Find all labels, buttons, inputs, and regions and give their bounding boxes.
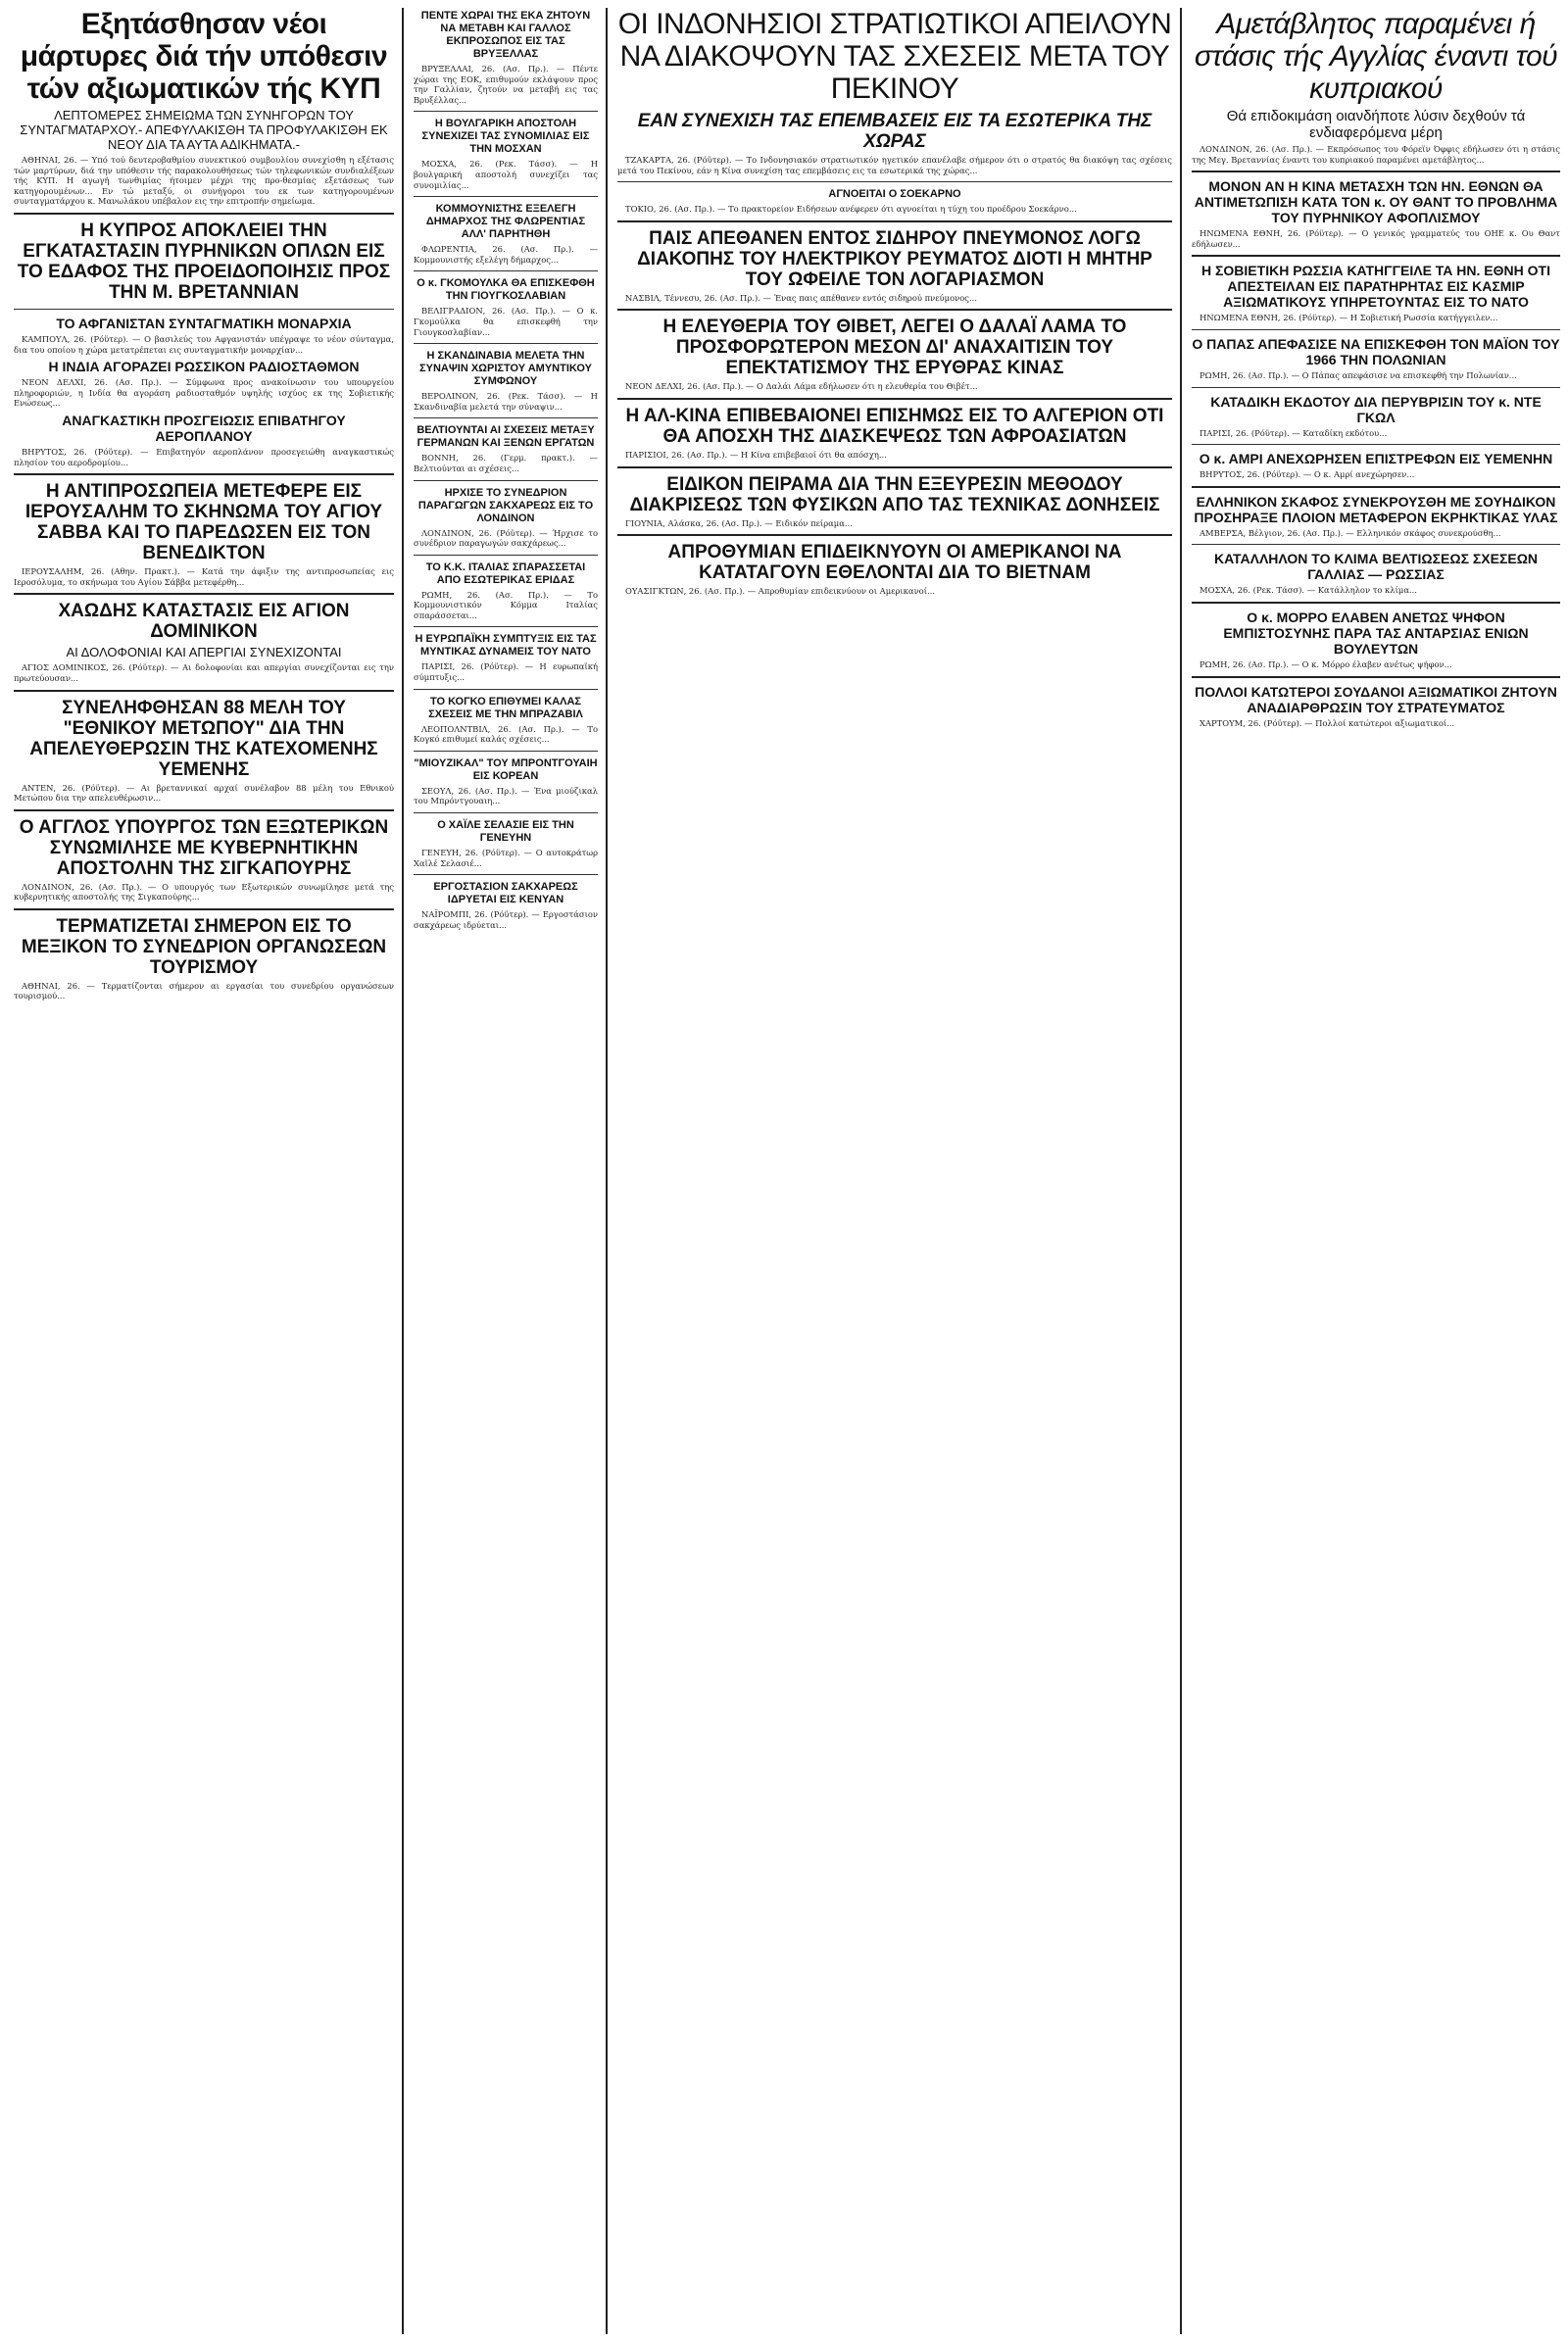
subheadline: Θά επιδοκιμάση οιανδήποτε λύσιν δεχθούν τά ενδιαφερόμενα μέρη	[1226, 108, 1526, 141]
article	[414, 424, 598, 473]
article	[1192, 610, 1560, 670]
article	[414, 350, 598, 412]
article	[1192, 336, 1560, 381]
divider	[414, 270, 598, 271]
article-body: ΑΓΙΟΣ ΔΟΜΙΝΙΚΟΣ, 26. (Ρόϋτερ). — Αι δολοφονίαι και απεργίαι συνεχίζονται εις την πρωτεύουσαν...	[14, 662, 394, 683]
article	[14, 698, 394, 804]
article-body: ΓΕΝΕΥΗ, 26. (Ρόϋτερ). — Ο αυτοκράτωρ Χαϊλέ Σελασιέ...	[414, 848, 598, 868]
article-body: ΑΝΤΕΝ, 26. (Ρόϋτερ). — Αι βρεταννικαί αρχαί συνέλαβον 88 μέλη του Εθνικού Μετώπου δια την απελευθέρωσιν...	[14, 782, 394, 804]
headline: Η ΒΟΥΛΓΑΡΙΚΗ ΑΠΟΣΤΟΛΗ ΣΥΝΕΧΙΖΕΙ ΤΑΣ ΣΥΝΟΜΙΛΙΑΣ ΕΙΣ ΤΗΝ ΜΟΣΧΑΝ	[421, 118, 590, 156]
headline: Η ΚΥΠΡΟΣ ΑΠΟΚΛΕΙΕΙ ΤΗΝ ΕΓΚΑΤΑΣΤΑΣΙΝ ΠΥΡΗΝΙΚΩΝ ΟΠΛΩΝ ΕΙΣ ΤΟ ΕΔΑΦΟΣ ΤΗΣ ΠΡΟΕΙΔΟΠΟΙΗΣΙΣ ΠΡΟΣ ΤΗΝ Μ. ΒΡΕΤΑΝΝΙΑΝ	[17, 220, 391, 303]
article-body: ΣΕΟΥΛ, 26. (Ασ. Πρ.). — Ένα μιούζικαλ του Μπρόντγουαιη...	[414, 785, 598, 806]
headline: ΧΑΩΔΗΣ ΚΑΤΑΣΤΑΣΙΣ ΕΙΣ ΑΓΙΟΝ ΔΟΜΙΝΙΚΟΝ	[58, 601, 350, 643]
article	[1192, 451, 1560, 480]
divider	[14, 908, 394, 910]
article	[414, 277, 598, 337]
subheadline: ΛΕΠΤΟΜΕΡΕΣ ΣΗΜΕΙΩΜΑ ΤΩΝ ΣΥΝΗΓΟΡΩΝ ΤΟΥ ΣΥΝΤΑΓΜΑΤΑΡΧΟΥ.- ΑΠΕΦΥΛΑΚΙΣΘΗ ΤΑ ΠΡΟΦΥΛΑΚΙΣΘΗ ΕΚ ΝΕΟΥ ΔΙΑ ΤΑ ΑΥΤΑ ΑΔΙΚΗΜΑΤΑ.-	[20, 108, 388, 152]
article-body: ΜΟΣΧΑ, 26. (Ρεκ. Τάσσ). — Κατάλληλον το κλίμα...	[1200, 585, 1417, 596]
divider	[14, 309, 394, 310]
article	[414, 757, 598, 806]
headline: Εξητάσθησαν νέοι μάρτυρες διά τήν υπόθεσιν τών αξιωματικών τής ΚΥΠ	[20, 8, 388, 105]
divider	[617, 466, 1172, 468]
headline: ΠΑΙΣ ΑΠΕΘΑΝΕΝ ΕΝΤΟΣ ΣΙΔΗΡΟΥ ΠΝΕΥΜΟΝΟΣ ΛΟΓΩ ΔΙΑΚΟΠΗΣ ΤΟΥ ΗΛΕΚΤΡΙΚΟΥ ΡΕΥΜΑΤΟΣ ΔΙΟΤΙ Η ΜΗΤΗΡ ΤΟΥ ΩΦΕΙΛΕ ΤΟΝ ΛΟΓΑΡΙΑΣΜΟΝ	[637, 227, 1152, 290]
article-body: ΠΑΡΙΣΙ, 26. (Ρόϋτερ). — Καταδίκη εκδότου...	[1200, 427, 1388, 438]
article-body: ΛΟΝΔΙΝΟΝ, 26. (Ρόϋτερ). — Ήρχισε το συνέδριον παραγωγών σακχάρεως...	[414, 527, 598, 549]
headline: ΚΑΤΑΛΛΗΛΟΝ ΤΟ ΚΛΙΜΑ ΒΕΛΤΙΩΣΕΩΣ ΣΧΕΣΕΩΝ ΓΑΛΛΙΑΣ — ΡΩΣΣΙΑΣ	[1213, 551, 1539, 583]
article	[14, 8, 394, 207]
headline: Η ΕΥΡΩΠΑΪΚΗ ΣΥΜΠΤΥΞΙΣ ΕΙΣ ΤΑΣ ΜΥΝΤΙΚΑΣ ΔΥΝΑΜΕΙΣ ΤΟΥ ΝΑΤΟ	[415, 633, 597, 659]
article-body: ΦΛΩΡΕΝΤΙΑ, 26. (Ασ. Πρ.). — Κομμουνιστής εξελέγη δήμαρχος...	[414, 244, 598, 265]
divider	[1192, 444, 1560, 445]
article-body: ΛΕΟΠΟΛΝΤΒΙΛ, 26. (Ασ. Πρ.). — Το Κογκό επιθυμεί καλάς σχέσεις...	[414, 723, 598, 745]
divider	[1192, 676, 1560, 678]
article	[14, 481, 394, 587]
divider	[414, 196, 598, 197]
article-body: ΑΘΗΝΑΙ, 26. — Υπό τού δευτεροβαθμίου συνεκτικού συμβουλίου συνεχίσθη η εξέτασις τών μαρτύρων, διά την υπόθεσιν τής παρακολουθήσεως τών τηλεφωνικών συνδιαλέξεων τής ΚΥΠ. Η αγωγή τωνθιμίας ήτοιμεν μέχρι της προ-θεσμίας εξετάσεως των κατηγορουμένων... Εν τώ μεταξύ, οι συνήγοροι του εκ των κατηγορουμένων συνταγματάρχου κ. Μανωλάκου υπέβαλον εις την επιτροπήν σημείωμα.	[14, 155, 394, 207]
divider	[1192, 387, 1560, 388]
headline: ΚΑΤΑΔΙΚΗ ΕΚΔΟΤΟΥ ΔΙΑ ΠΕΡΥΒΡΙΣΙΝ ΤΟΥ κ. ΝΤΕ ΓΚΩΛ	[1210, 393, 1542, 425]
divider	[14, 809, 394, 811]
article	[1192, 178, 1560, 249]
article	[617, 8, 1172, 175]
column-rule	[402, 8, 404, 2334]
divider	[414, 555, 598, 556]
headline: Η ΑΛ-ΚΙΝΑ ΕΠΙΒΕΒΑΙΟΝΕΙ ΕΠΙΣΗΜΩΣ ΕΙΣ ΤΟ ΑΛΓΕΡΙΟΝ ΟΤΙ ΘΑ ΑΠΟΣΧΗ ΤΗΣ ΔΙΑΣΚΕΨΕΩΣ ΤΩΝ ΑΦΡΟΑΣΙΑΤΩΝ	[625, 405, 1164, 447]
divider	[14, 213, 394, 215]
article-body: ΒΟΝΝΗ, 26. (Γερμ. πρακτ.). — Βελτιούνται αι σχέσεις...	[414, 453, 598, 473]
divider	[14, 690, 394, 692]
article	[1192, 494, 1560, 539]
article-body: ΗΝΩΜΕΝΑ ΕΘΝΗ, 26. (Ρόϋτερ). — Η Σοβιετική Ρωσσία κατήγγειλεν...	[1200, 313, 1498, 323]
headline: ΑΠΡΟΘΥΜΙΑΝ ΕΠΙΔΕΙΚΝΥΟΥΝ ΟΙ ΑΜΕΡΙΚΑΝΟΙ ΝΑ ΚΑΤΑΤΑΓΟΥΝ ΕΘΕΛΟΝΤΑΙ ΔΙΑ ΤΟ ΒΙΕΤΝΑΜ	[667, 542, 1122, 584]
headline: Η ΕΛΕΥΘΕΡΙΑ ΤΟΥ ΘΙΒΕΤ, ΛΕΓΕΙ Ο ΔΑΛΑΪ ΛΑΜΑ ΤΟ ΠΡΟΣΦΟΡΩΤΕΡΟΝ ΜΕΣΟΝ ΔΙ' ΑΝΑΧΑΙΤΙΣΙΝ ΤΟΥ ΕΠΕΚΤΑΤΙΣΜΟΥ ΤΗΣ ΕΡΥΘΡΑΣ ΚΙΝΑΣ	[662, 317, 1127, 379]
article-body: ΤΟΚΙΟ, 26. (Ασ. Πρ.). — Το πρακτορείον Ειδήσεων ανέφερεν ότι αγνοείται η τύχη του προέδρου Σοεκάρνο...	[625, 204, 1077, 215]
article	[14, 413, 394, 467]
headline: ΚΟΜΜΟΥΝΙΣΤΗΣ ΕΞΕΛΕΓΗ ΔΗΜΑΡΧΟΣ ΤΗΣ ΦΛΩΡΕΝΤΙΑΣ ΑΛΛ' ΠΑΡΗΤΗΘΗ	[425, 203, 586, 241]
headline: Η ΑΝΤΙΠΡΟΣΩΠΕΙΑ ΜΕΤΕΦΕΡΕ ΕΙΣ ΙΕΡΟΥΣΑΛΗΜ ΤΟ ΣΚΗΝΩΜΑ ΤΟΥ ΑΓΙΟΥ ΣΑΒΒΑ ΚΑΙ ΤΟ ΠΑΡΕΔΩΣΕΝ ΕΙΣ ΤΟΝ ΒΕΝΕΔΙΚΤΟΝ	[24, 481, 383, 564]
divider	[414, 626, 598, 627]
headline: Η ΣΚΑΝΔΙΝΑΒΙΑ ΜΕΛΕΤΑ ΤΗΝ ΣΥΝΑΨΙΝ ΧΩΡΙΣΤΟΥ ΑΜΥΝΤΙΚΟΥ ΣΥΜΦΩΝΟΥ	[419, 350, 592, 388]
article-body: ΝΕΟΝ ΔΕΛΧΙ, 26. (Ασ. Πρ.). — Ο Δαλάι Λάμα εδήλωσεν ότι η ελευθερία του Θιβέτ...	[625, 381, 978, 392]
article-body: ΡΩΜΗ, 26. (Ασ. Πρ.). — Ο κ. Μόρρο έλαβεν ανέτως ψήφον...	[1200, 659, 1452, 669]
headline: ΤΟ ΚΟΓΚΟ ΕΠΙΘΥΜΕΙ ΚΑΛΑΣ ΣΧΕΣΕΙΣ ΜΕ ΤΗΝ ΜΠΡΑΖΑΒΙΛ	[428, 695, 583, 720]
article-body: ΛΟΝΔΙΝΟΝ, 26. (Ασ. Πρ.). — Εκπρόσωπος του Φόρεϊν Όφφις εδήλωσεν ότι η στάσις της Μεγ. Βρεταννίας έναντι του κυπριακού παραμένει αμετάβλητος...	[1192, 144, 1560, 165]
headline: "ΜΙΟΥΖΙΚΑΛ" ΤΟΥ ΜΠΡΟΝΤΓΟΥΑΙΗ ΕΙΣ ΚΟΡΕΑΝ	[414, 756, 598, 782]
article	[617, 317, 1172, 392]
headline: ΕΙΔΙΚΟΝ ΠΕΙΡΑΜΑ ΔΙΑ ΤΗΝ ΕΞΕΥΡΕΣΙΝ ΜΕΘΟΔΟΥ ΔΙΑΚΡΙΣΕΩΣ ΤΩΝ ΦΥΣΙΚΩΝ ΑΠΟ ΤΑΣ ΤΕΧΝΙΚΑΣ ΔΟΝΗΣΕΙΣ	[629, 473, 1160, 515]
divider	[14, 593, 394, 595]
article-body: ΒΡΥΞΕΛΛΑΙ, 26. (Ασ. Πρ.). — Πέντε χώραι της ΕΟΚ, επιθυμούν εκλάψουν προς την Γαλλίαν, ζητούν να μεταβή εις τας Βρυξέλλας...	[414, 64, 598, 105]
article-body: ΧΑΡΤΟΥΜ, 26. (Ρόϋτερ). — Πολλοί κατώτεροι αξιωματικοί...	[1200, 717, 1455, 728]
article	[14, 817, 394, 903]
article-body: ΗΝΩΜΕΝΑ ΕΘΝΗ, 26. (Ρόϋτερ). — Ο γενικός γραμματεύς του ΟΗΕ κ. Ου Θαντ εδήλωσεν...	[1192, 228, 1560, 249]
article-body: ΒΗΡΥΤΟΣ, 26. (Ρόϋτερ). — Επιβατηγόν αεροπλάνον προσεγειώθη αναγκαστικώς πλησίον του αεροδρομίου...	[14, 446, 394, 467]
article	[1192, 551, 1560, 596]
headline: Ο ΑΓΓΛΟΣ ΥΠΟΥΡΓΟΣ ΤΩΝ ΕΞΩΤΕΡΙΚΩΝ ΣΥΝΩΜΙΛΗΣΕ ΜΕ ΚΥΒΕΡΝΗΤΙΚΗΝ ΑΠΟΣΤΟΛΗΝ ΤΗΣ ΣΙΓΚΑΠΟΥΡΗΣ	[19, 816, 389, 879]
article-body: ΓΙΟΥΝΙΑ, Αλάσκα, 26. (Ασ. Πρ.). — Ειδικόν πείραμα...	[625, 517, 853, 528]
divider	[414, 343, 598, 344]
article-body: ΒΕΡΟΛΙΝΟΝ, 26. (Ρεκ. Τάσσ). — Η Σκανδιναβία μελετά την σύναψιν...	[414, 391, 598, 412]
article	[1192, 684, 1560, 729]
article-body: ΝΕΟΝ ΔΕΛΧΙ, 26. (Ασ. Πρ.). — Σύμφωνα προς ανακοίνωσιν του υπουργείου πληροφοριών, η Ινδία θα αγοράση ραδιοσταθμόν υψηλής ισχύος εκ της Σοβιετικής Ενώσεως...	[14, 377, 394, 409]
article-body: ΙΕΡΟΥΣΑΛΗΜ, 26. (Αθην. Πρακτ.). — Κατά την άφιξιν της αντιπροσωπείας εις Ιεροσόλυμα, το σκήνωμα του Αγίου Σάββα μετεφέρθη...	[14, 566, 394, 587]
column-1	[14, 8, 394, 2334]
divider	[1192, 329, 1560, 330]
divider	[414, 874, 598, 875]
article-body: ΛΟΝΔΙΝΟΝ, 26. (Ασ. Πρ.). — Ο υπουργός των Εξωτερικών συνωμίλησε μετά της κυβερνητικής αποστολής της Σιγκαπούρης...	[14, 881, 394, 903]
subheadline: ΑΙ ΔΟΛΟΦΟΝΙΑΙ ΚΑΙ ΑΠΕΡΓΙΑΙ ΣΥΝΕΧΙΖΟΝΤΑΙ	[66, 645, 342, 660]
article	[1192, 394, 1560, 439]
article-body: ΚΑΜΠΟΥΛ, 26. (Ρόϋτερ). — Ο βασιλεύς του Αφγανιστάν υπέγραψε το νέον σύνταγμα, δια του οποίου η χώρα μετατρέπεται εις συνταγματικήν μοναρχίαν...	[14, 333, 394, 355]
article	[414, 819, 598, 868]
headline: ΠΟΛΛΟΙ ΚΑΤΩΤΕΡΟΙ ΣΟΥΔΑΝΟΙ ΑΞΙΩΜΑΤΙΚΟΙ ΖΗΤΟΥΝ ΑΝΑΔΙΑΡΘΡΩΣΙΝ ΤΟΥ ΣΤΡΑΤΕΥΜΑΤΟΣ	[1195, 683, 1557, 715]
divider	[14, 473, 394, 475]
headline: ΗΡΧΙΣΕ ΤΟ ΣΥΝΕΔΡΙΟΝ ΠΑΡΑΓΩΓΩΝ ΣΑΚΧΑΡΕΩΣ ΕΙΣ ΤΟ ΛΟΝΔΙΝΟΝ	[417, 486, 594, 524]
article	[14, 916, 394, 1001]
divider	[414, 480, 598, 481]
article-body: ΝΑΣΒΙΛ, Τέννεσυ, 26. (Ασ. Πρ.). — Ένας παις απέθανεν εντός σιδηρού πνεύμονος...	[625, 292, 977, 303]
article-body: ΤΖΑΚΑΡΤΑ, 26. (Ρόϋτερ). — Το Ινδονησιακόν στρατιωτικόν ηγετικόν επανέλαβε σήμερον ότι ο στρατός θα διακόψη τας σχέσεις μετά του Πεκίνου, εάν η Κίνα συνεχίση τας επεμβάσεις εις τα εσωτερικά της χώρας...	[617, 155, 1172, 175]
divider	[617, 181, 1172, 182]
article	[14, 359, 394, 409]
article	[1192, 8, 1560, 165]
headline: Ο ΠΑΠΑΣ ΑΠΕΦΑΣΙΣΕ ΝΑ ΕΠΙΣΚΕΦΘΗ ΤΟΝ ΜΑΪΟΝ ΤΟΥ 1966 ΤΗΝ ΠΟΛΩΝΙΑΝ	[1192, 335, 1560, 367]
headline: ΜΟΝΟΝ ΑΝ Η ΚΙΝΑ ΜΕΤΑΣΧΗ ΤΩΝ ΗΝ. ΕΘΝΩΝ ΘΑ ΑΝΤΙΜΕΤΩΠΙΣΗ ΚΑΤΑ ΤΟΝ κ. ΟΥ ΘΑΝΤ ΤΟ ΠΡΟΒΛΗΜΑ ΤΟΥ ΠΥΡΗΝΙΚΟΥ ΑΦΟΠΛΙΣΜΟΥ	[1194, 178, 1558, 226]
article-body: ΟΥΑΣΙΓΚΤΩΝ, 26. (Ασ. Πρ.). — Απροθυμίαν επιδεικνύουν οι Αμερικανοί...	[625, 586, 935, 597]
divider	[617, 220, 1172, 222]
article-body: ΑΘΗΝΑΙ, 26. — Τερματίζονται σήμερον αι εργασίαι του συνεδρίου οργανώσεων τουρισμού...	[14, 980, 394, 1001]
column-rule	[606, 8, 608, 2334]
divider	[414, 417, 598, 418]
headline: Ο κ. ΑΜΡΙ ΑΝΕΧΩΡΗΣΕΝ ΕΠΙΣΤΡΕΦΩΝ ΕΙΣ ΥΕΜΕΝΗΝ	[1199, 451, 1553, 467]
article	[414, 10, 598, 105]
headline: ΣΥΝΕΛΗΦΘΗΣΑΝ 88 ΜΕΛΗ ΤΟΥ "ΕΘΝΙΚΟΥ ΜΕΤΩΠΟΥ" ΔΙΑ ΤΗΝ ΑΠΕΛΕΥΘΕΡΩΣΙΝ ΤΗΣ ΚΑΤΕΧΟΜΕΝΗΣ ΥΕΜΕΝΗΣ	[29, 697, 378, 780]
article-body: ΡΩΜΗ, 26. (Ασ. Πρ.). — Το Κομμουνιστικόν Κόμμα Ιταλίας σπαράσσεται...	[414, 589, 598, 620]
divider	[1192, 486, 1560, 488]
headline: Ο κ. ΜΟΡΡΟ ΕΛΑΒΕΝ ΑΝΕΤΩΣ ΨΗΦΟΝ ΕΜΠΙΣΤΟΣΥΝΗΣ ΠΑΡΑ ΤΑΣ ΑΝΤΑΡΣΙΑΣ ΕΝΙΩΝ ΒΟΥΛΕΥΤΩΝ	[1223, 609, 1529, 657]
article-body: ΒΕΛΙΓΡΑΔΙΟΝ, 26. (Ασ. Πρ.). — Ο κ. Γκομούλκα θα επισκεφθή την Γιουγκοσλαβίαν...	[414, 306, 598, 337]
divider	[1192, 544, 1560, 545]
divider	[617, 534, 1172, 536]
headline: Ο ΧΑΪΛΕ ΣΕΛΑΣΙΕ ΕΙΣ ΤΗΝ ΓΕΝΕΥΗΝ	[437, 819, 574, 845]
subheadline: ΕΑΝ ΣΥΝΕΧΙΣΗ ΤΑΣ ΕΠΕΜΒΑΣΕΙΣ ΕΙΣ ΤΑ ΕΣΩΤΕΡΙΚΑ ΤΗΣ ΧΩΡΑΣ	[637, 111, 1152, 152]
headline: ΟΙ ΙΝΔΟΝΗΣΙΟΙ ΣΤΡΑΤΙΩΤΙΚΟΙ ΑΠΕΙΛΟΥΝ ΝΑ ΔΙΑΚΟΨΟΥΝ ΤΑΣ ΣΧΕΣΕΙΣ ΜΕΤΑ ΤΟΥ ΠΕΚΙΝΟΥ	[617, 8, 1172, 105]
headline: ΤΟ ΑΦΓΑΝΙΣΤΑΝ ΣΥΝΤΑΓΜΑΤΙΚΗ ΜΟΝΑΡΧΙΑ	[56, 315, 352, 331]
column-2	[414, 8, 598, 2334]
article-body: ΠΑΡΙΣΙ, 26. (Ρόϋτερ). — Η ευρωπαϊκή σύμπτυξις...	[414, 661, 598, 683]
headline: ΕΛΛΗΝΙΚΟΝ ΣΚΑΦΟΣ ΣΥΝΕΚΡΟΥΣΘΗ ΜΕ ΣΟΥΗΔΙΚΟΝ ΠΡΟΣΗΡΑΞΕ ΠΛΟΙΟΝ ΜΕΤΑΦΕΡΟΝ ΕΚΡΗΚΤΙΚΑΣ ΥΛΑΣ	[1194, 493, 1558, 525]
column-3	[617, 8, 1172, 2334]
article	[414, 633, 598, 682]
column-rule	[1180, 8, 1182, 2334]
article	[617, 474, 1172, 529]
article-body: ΜΟΣΧΑ, 26. (Ρεκ. Τάσσ). — Η βουλγαρική αποστολή συνεχίζει τας συνομιλίας...	[414, 159, 598, 190]
article	[617, 228, 1172, 304]
headline: ΠΕΝΤΕ ΧΩΡΑΙ ΤΗΣ ΕΚΑ ΖΗΤΟΥΝ ΝΑ ΜΕΤΑΒΗ ΚΑΙ ΓΑΛΛΟΣ ΕΚΠΡΟΣΩΠΟΣ ΕΙΣ ΤΑΣ ΒΡΥΞΕΛΛΑΣ	[420, 10, 591, 60]
headline: ΒΕΛΤΙΟΥΝΤΑΙ ΑΙ ΣΧΕΣΕΙΣ ΜΕΤΑΞΥ ΓΕΡΜΑΝΩΝ ΚΑΙ ΞΕΝΩΝ ΕΡΓΑΤΩΝ	[416, 424, 595, 450]
article-body: ΡΩΜΗ, 26. (Ασ. Πρ.). — Ο Πάπας απεφάσισε να επισκεφθή την Πολωνίαν...	[1200, 369, 1517, 380]
article	[414, 561, 598, 621]
divider	[617, 398, 1172, 400]
article	[414, 118, 598, 190]
divider	[414, 689, 598, 690]
article-body: ΠΑΡΙΣΙΟΙ, 26. (Ασ. Πρ.). — Η Κίνα επιβεβαιοί ότι θα απόσχη...	[625, 449, 887, 460]
article-body: ΝΑΪΡΟΜΠΙ, 26. (Ρόϋτερ). — Εργοστάσιον σακχάρεως ιδρύεται...	[414, 909, 598, 930]
column-4	[1192, 8, 1560, 2334]
divider	[1192, 171, 1560, 172]
divider	[1192, 602, 1560, 604]
divider	[617, 309, 1172, 311]
article-body: ΑΜΒΕΡΣΑ, Βέλγιον, 26. (Ασ. Πρ.). — Ελληνικόν σκάφος συνεκρούσθη...	[1200, 527, 1501, 538]
divider	[414, 111, 598, 112]
headline: Η ΙΝΔΙΑ ΑΓΟΡΑΖΕΙ ΡΩΣΣΙΚΟΝ ΡΑΔΙΟΣΤΑΘΜΟΝ	[48, 359, 360, 375]
article-body: ΒΗΡΥΤΟΣ, 26. (Ρόϋτερ). — Ο κ. Αμρί ανεχώρησεν...	[1200, 469, 1415, 480]
headline: ΤΕΡΜΑΤΙΖΕΤΑΙ ΣΗΜΕΡΟΝ ΕΙΣ ΤΟ ΜΕΞΙΚΟΝ ΤΟ ΣΥΝΕΔΡΙΟΝ ΟΡΓΑΝΩΣΕΩΝ ΤΟΥΡΙΣΜΟΥ	[21, 915, 387, 978]
headline: Η ΣΟΒΙΕΤΙΚΗ ΡΩΣΣΙΑ ΚΑΤΗΓΓΕΙΛΕ ΤΑ ΗΝ. ΕΘΝΗ ΟΤΙ ΑΠΕΣΤΕΙΛΑΝ ΕΙΣ ΠΑΡΑΤΗΡΗΤΑΣ ΕΙΣ ΚΑΣΜΙΡ ΑΞΙΩΜΑΤΙΚΟΥΣ ΥΠΗΡΕΤΟΥΝΤΑΣ ΕΙΣ ΤΟ ΝΑΤΟ	[1201, 263, 1550, 311]
article	[617, 188, 1172, 215]
headline: ΑΝΑΓΚΑΣΤΙΚΗ ΠΡΟΣΓΕΙΩΣΙΣ ΕΠΙΒΑΤΗΓΟΥ ΑΕΡΟΠΛΑΝΟΥ	[62, 412, 346, 444]
article	[414, 487, 598, 549]
article	[414, 881, 598, 930]
article	[414, 696, 598, 745]
divider	[414, 751, 598, 752]
article	[14, 316, 394, 355]
article	[617, 406, 1172, 461]
divider	[414, 812, 598, 813]
headline: Αμετάβλητος παραμένει ή στάσις τής Αγγλίας έναντι τού κυπριακού	[1194, 8, 1558, 105]
divider	[1192, 255, 1560, 257]
headline: ΑΓΝΟΕΙΤΑΙ Ο ΣΟΕΚΑΡΝΟ	[828, 188, 961, 201]
headline: ΤΟ Κ.Κ. ΙΤΑΛΙΑΣ ΣΠΑΡΑΣΣΕΤΑΙ ΑΠΟ ΕΣΩΤΕΡΙΚΑΣ ΕΡΙΔΑΣ	[425, 561, 586, 586]
article	[14, 220, 394, 303]
headline: Ο κ. ΓΚΟΜΟΥΛΚΑ ΘΑ ΕΠΙΣΚΕΦΘΗ ΤΗΝ ΓΙΟΥΓΚΟΣΛΑΒΙΑΝ	[416, 277, 595, 303]
article	[14, 601, 394, 683]
article	[1192, 263, 1560, 323]
article	[414, 203, 598, 265]
headline: ΕΡΓΟΣΤΑΣΙΟΝ ΣΑΚΧΑΡΕΩΣ ΙΔΡΥΕΤΑΙ ΕΙΣ ΚΕΝΥΑΝ	[433, 881, 578, 906]
article	[617, 542, 1172, 597]
